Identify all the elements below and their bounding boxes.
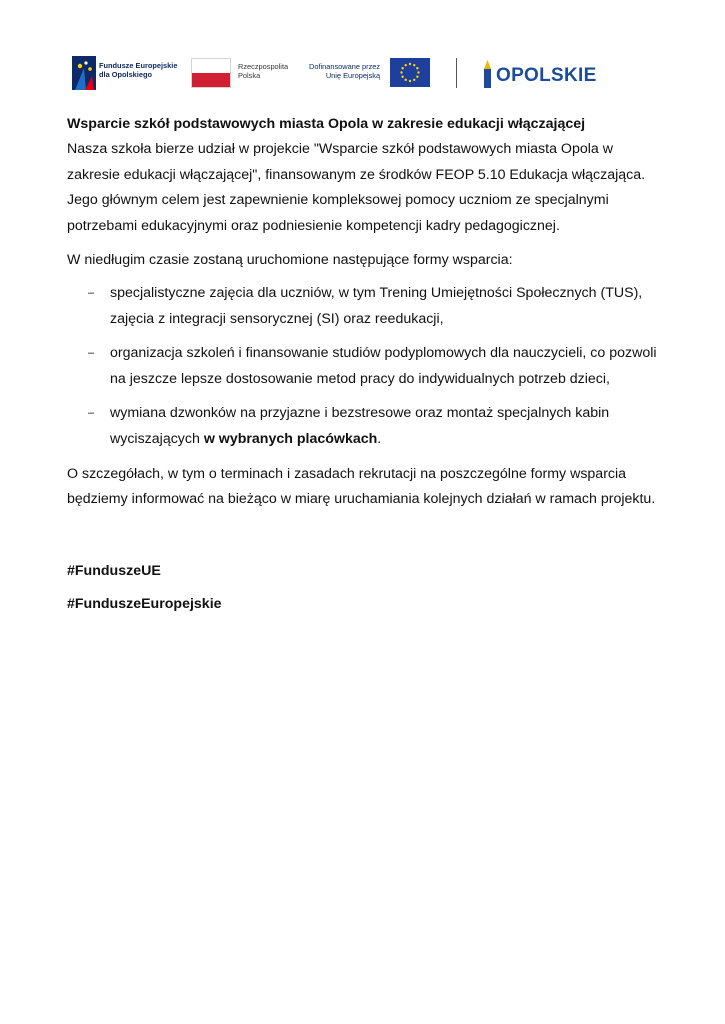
list-item-end: . bbox=[377, 430, 382, 447]
eu-star-icon bbox=[416, 76, 418, 78]
eu-star-icon bbox=[409, 63, 411, 65]
logo-divider bbox=[456, 58, 457, 88]
fe-line1: Fundusze Europejskie bbox=[99, 61, 178, 70]
hashtag-fundusze-europejskie: #FunduszeEuropejskie bbox=[67, 596, 222, 613]
eu-star-icon bbox=[405, 64, 407, 66]
list-item-text: specjalistyczne zajęcia dla uczniów, w tym Trening Umiejętności Społecznych (TUS), zajęcia z integracji sensorycznej (SI) oraz reedukacji, bbox=[110, 284, 643, 327]
eu-star-icon bbox=[416, 67, 418, 69]
list-item-text: organizacja szkoleń i finansowanie studiów podyplomowych dla nauczycieli, co pozwoli na jeszcze lepsze dostosowanie metod pracy do indywidualnych potrzeb dzieci, bbox=[110, 345, 657, 387]
eu-flag-icon bbox=[390, 58, 430, 87]
fe-logo-text bbox=[99, 61, 177, 79]
closing-paragraph: O szczegółach, w tym o terminach i zasadach rekrutacji na poszczególne formy wsparcia będziemy informować na bieżąco w miarę uruchamiania kolejnych działań w ramach projektu. bbox=[67, 465, 656, 508]
list-item-bold-text: w wybranych placówkach bbox=[203, 430, 378, 447]
list-item bbox=[67, 341, 663, 392]
bullet-marker: – bbox=[88, 407, 95, 420]
fe-line2: dla Opolskiego bbox=[99, 70, 152, 79]
eu-star-icon bbox=[417, 71, 419, 73]
list-item-text: wymiana dzwonków na przyjazne i bezstresowe oraz montaż specjalnych kabin wyciszających bbox=[110, 405, 610, 447]
fundusze-europejskie-logo-icon bbox=[72, 56, 96, 90]
polish-flag-icon bbox=[191, 58, 231, 88]
eu-star-icon bbox=[400, 71, 402, 73]
eu-star-icon bbox=[409, 80, 411, 82]
bullet-marker: – bbox=[88, 286, 95, 299]
list-item bbox=[67, 281, 663, 332]
rp-line1: Rzeczpospolita bbox=[238, 62, 289, 71]
cof-line2: Unię Europejską bbox=[325, 71, 381, 80]
opolskie-logo-text: OPOLSKIE bbox=[496, 65, 597, 86]
eu-star-icon bbox=[413, 79, 415, 81]
bullet-marker: – bbox=[88, 347, 95, 360]
document-title: Wsparcie szkół podstawowych miasta Opola w zakresie edukacji włączającej bbox=[67, 116, 586, 132]
intro-paragraph: Nasza szkoła bierze udział w projekcie "Wsparcie szkół podstawowych miasta Opola w zakresie edukacji włączającej", finansowanym ze środków FEOP 5.10 Edukacja włączająca. Jego głównym celem jest zapewnienie kompleksowej pomocy uczniom ze specjalnymi potrzebami edukacyjnymi oraz podniesienie kompetencji kadry pedagogicznej. bbox=[67, 141, 646, 234]
support-forms-list bbox=[67, 281, 663, 453]
document-body bbox=[67, 113, 663, 618]
logo-bar bbox=[0, 52, 725, 96]
eu-star-icon bbox=[401, 67, 403, 69]
rp-line2: Polska bbox=[238, 71, 261, 80]
lead-paragraph: W niedługim czasie zostaną uruchomione następujące formy wsparcia: bbox=[67, 252, 513, 269]
rp-logo-text bbox=[238, 62, 288, 80]
opolskie-tower-icon bbox=[482, 60, 493, 88]
eu-star-icon bbox=[401, 76, 403, 78]
list-item bbox=[67, 401, 663, 452]
cof-line1: Dofinansowane przez bbox=[309, 62, 381, 71]
hashtag-fundusze-ue: #FunduszeUE bbox=[67, 562, 161, 579]
eu-star-icon bbox=[405, 79, 407, 81]
cofinanced-text bbox=[309, 62, 380, 80]
eu-star-icon bbox=[413, 64, 415, 66]
